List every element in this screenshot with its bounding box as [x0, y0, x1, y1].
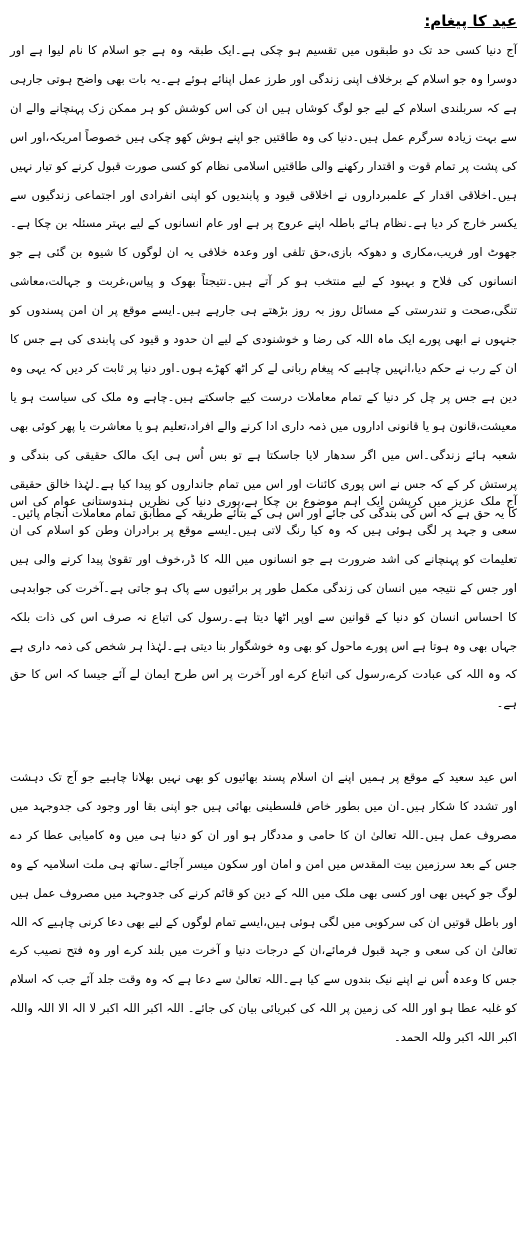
paragraph-1: آج دنیا کسی حد تک دو طبقوں میں تقسیم ہو چکی ہے۔ایک طبقہ وہ ہے جو اسلام کا نام لیوا ہے اور دوسرا وہ جو اسلام کے برخلاف اپنی زندگی اور طرز عمل اپنائے ہوئے ہے۔یہ بات بھی واضح ہوتی جارہی ہے کہ سربلندی اسلام کے لیے جو لوگ کوشاں ہیں ان کی اس کوشش کو ہر ممکن زک پہنچانے والے ان سے بہت زیادہ سرگرم عمل ہیں۔دنیا کی وہ طاقتیں جو اپنے ہوش کھو چکی ہیں خصوصاً امریکہ،اور اس کی پشت پر تمام قوت و اقتدار رکھنے والی طاقتیں اسلامی نظام کو کسی صورت قبول کرنے کو تیار نہیں ہیں۔اخلاقی اقدار کے علمبرداروں نے اخلاقی قیود و پابندیوں کو اپنی انفرادی اور اجتماعی زندگیوں سے یکسر خارج کر دیا ہے۔نظام ہائے باطلہ اپنے عروج پر ہے اور عام انسانوں کے لیے بہتر مسئلہ بن چکا ہے۔جھوٹ اور فریب،مکاری و دھوکہ بازی،حق تلفی اور وعدہ خلافی یہ ان لوگوں کا شیوہ بن گئی ہے جو انسانوں کی فلاح و بہبود کے لیے منتخب ہو کر آتے ہیں۔نتیجتاً بھوک و پیاس،غربت و جہالت،معاشی تنگی،صحت و تندرستی کے مسائل روز بہ روز بڑھتے ہی جارہے ہیں۔ایسے موقع پر ان امن پسندوں کو جنہوں نے ابھی پورے ایک ماہ اللہ کی رضا و خوشنودی کے لیے ان حدود و قیود کی پابندی کی ہے جس کا ان کے رب نے حکم دیا،انہیں چاہیے کہ پیغام ربانی لے کر اٹھ کھڑے ہوں۔اور دنیا پر ثابت کر دیں کہ یہی وہ دین ہے جس پر چل کر دنیا کے تمام معاملات درست کیے جاسکتے ہیں۔چاہے وہ ملک کی سیاست ہو یا معیشت،قانون ہو یا قانونی اداروں میں ذمہ داری ادا کرنے والے افراد،تعلیم ہو یا معاشرت یا پھر کوئی بھی شعبہ ہائے زندگی۔اس میں اگر سدھار لایا جاسکتا ہے تو بس اُس ہی ایک مالک حقیقی کی بندگی و پرستش کر کے کہ جس نے اس پوری کائنات اور اس میں تمام جانداروں کو پیدا کیا ہے۔لہٰذا خالق حقیقی کا یہ حق ہے کہ اس کی بندگی کی جائے اور اس ہی کے بتائے طریقہ کے مطابق تمام معاملات انجام پائیں۔ — [10, 43, 517, 520]
paragraph-2: آج ملک عزیز میں کرپشن ایک اہم موضوع بن چکا ہے،پوری دنیا کی نظریں ہندوستانی عوام کی اس سعی و جہد پر لگی ہوئی ہیں کہ وہ کیا رنگ لاتی ہیں۔ایسے موقع پر برادران وطن کو اسلام کی ان تعلیمات کو پہنچانے کی اشد ضرورت ہے جو انسانوں میں اللہ کا ڈر،خوف اور تقویٰ پیدا کرنے والی ہیں اور جس کے نتیجہ میں انسان کی زندگی مکمل طور پر برائیوں سے پاک ہو جاتی ہے۔آخرت کی جوابدہی کا احساس انسان کو دنیا کے قوانین سے اوپر اٹھا دیتا ہے۔رسول کی اتباع نہ صرف اس کی ذات بلکہ جہاں بھی وہ ہوتا ہے اس پورے ماحول کو بھی وہ خوشگوار بنا دیتی ہے۔لہٰذا ہر شخص کی ذمہ داری ہے کہ وہ اللہ کی عبادت کرے،رسول کی اتباع کرے اور آخرت پر اس طرح ایمان لے آئے جیسا کہ اس کا حق ہے۔ — [10, 494, 517, 711]
page-title: عید کا پیغام: — [424, 12, 517, 30]
paragraph-3: اس عید سعید کے موقع پر ہمیں اپنے ان اسلام پسند بھائیوں کو بھی نہیں بھلانا چاہیے جو آج تک دہشت اور تشدد کا شکار ہیں۔ان میں بطور خاص فلسطینی بھائی ہیں جو اپنی بقا اور وجود کی جدوجہد میں مصروف عمل ہیں۔اللہ تعالیٰ ان کا حامی و مددگار ہو اور ان کو دنیا ہی میں وہ کامیابی عطا کر دے جس کے بعد سرزمین بیت المقدس میں امن و امان اور سکون میسر آجائے۔ساتھ ہی ملت اسلامیہ کے وہ لوگ جو کہیں بھی اور کسی بھی ملک میں اللہ کے دین کو قائم کرنے کی جدوجہد میں مصروف عمل ہیں اور باطل قوتیں ان کی سرکوبی میں لگی ہوئی ہیں،ایسے تمام لوگوں کے لیے بھی دعا کرنی چاہیے کہ اللہ تعالیٰ ان کی سعی و جہد قبول فرمائے،ان کے درجات دنیا و آخرت میں بلند کرے اور وہ فتح نصیب کرے جس کا وعدہ اُس نے اپنے نیک بندوں سے کیا ہے۔اللہ تعالیٰ سے دعا ہے کہ وہ وقت جلد آئے جب کہ اسلام کو غلبہ عطا ہو اور اللہ کی زمین پر اللہ کی کبریائی بیان کی جائے۔ اللہ اکبر اللہ اکبر لا الہ الا اللہ واللہ اکبر اللہ اکبر وللہ الحمد۔ — [10, 770, 517, 1045]
